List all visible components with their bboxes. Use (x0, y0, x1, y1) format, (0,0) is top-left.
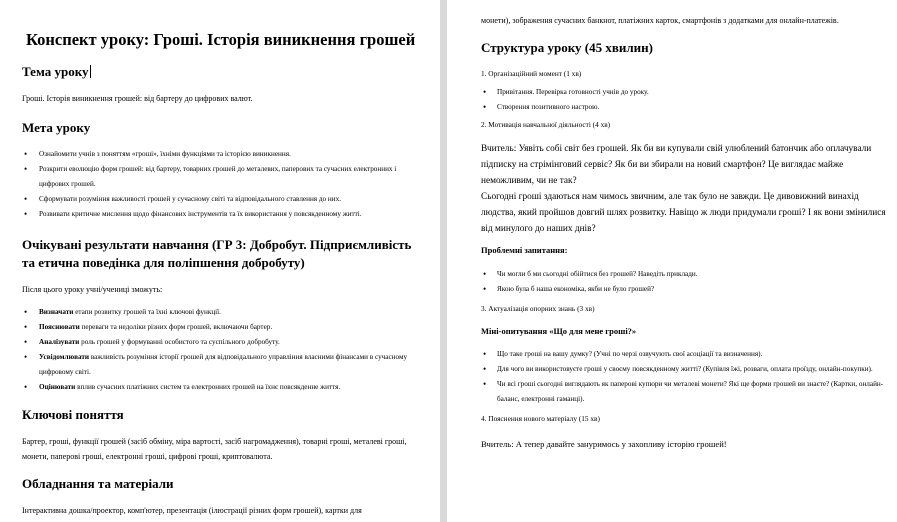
heading-goal: Мета уроку (22, 120, 91, 135)
step-4: 4. Пояснення нового матеріалу (15 хв) (481, 414, 600, 423)
closing-text: Вчитель: А тепер давайте зануримось у захопливу історію грошей! (481, 439, 727, 449)
step-2: 2. Мотивація навчальної діяльності (4 хв) (481, 120, 611, 129)
list-item: • Що таке гроші на вашу думку? (Учні по черзі озвучують свої асоціації та визначення). (481, 347, 889, 362)
list-item: • Розкрити еволюцію форм грошей: від бартеру, товарних грошей до металевих, паперових та сучасних електронних і цифрових грошей. (22, 162, 426, 192)
topic-text: Гроші. Історія виникнення грошей: від бартеру до цифрових валют. (22, 94, 253, 103)
teacher-quote: Вчитель: Уявіть собі світ без грошей. Як би ви купували свій улюблений батончик або оплачували підписку на стрімінговий сервіс? Як би ви збирали на новий смартфон? Це виглядає майже неможливим, чи не так? (481, 144, 872, 186)
step-3: 3. Актуалізація опорних знань (3 хв) (481, 304, 595, 313)
heading-results: Очікувані результати навчання (ГР 3: Добробут. Підприємливість та етична поведінка для поліпшення добробуту) (22, 237, 412, 270)
goal-list (22, 147, 426, 222)
page-content (481, 0, 889, 452)
list-item: • Створення позитивного настрою. (481, 100, 889, 115)
page-content (22, 0, 426, 518)
list-item: • Визначати етапи розвитку грошей та їхні ключові функції. (22, 305, 426, 320)
list-item: • Для чого ви використовуєте гроші у своєму повсякденному житті? (Купівля їжі, розваги, оплата проїзду, онлайн-покупки). (481, 362, 889, 377)
text-cursor (90, 65, 91, 78)
list-item: • Оцінювати вплив сучасних платіжних систем та електронних грошей на їхнє повсякденне життя. (22, 380, 426, 395)
list-item: • Сформувати розуміння важливості грошей у сучасному світі та відповідального ставлення до них. (22, 192, 426, 207)
list-item: • Якою була б наша економіка, якби не було грошей? (481, 282, 889, 297)
problem-heading: Проблемні запитання: (481, 245, 568, 255)
document-page-left[interactable] (0, 0, 440, 522)
page-gutter (440, 0, 447, 522)
list-item: • Ознайомити учнів з поняттям «гроші», їхніми функціями та історією виникнення. (22, 147, 426, 162)
results-list (22, 305, 426, 395)
results-intro: Після цього уроку учні/учениці зможуть: (22, 285, 163, 294)
document-page-right[interactable] (447, 0, 897, 522)
list-item: • Чи могли б ми сьогодні обійтися без грошей? Наведіть приклади. (481, 267, 889, 282)
mini-survey-heading: Міні-опитування «Що для мене гроші?» (481, 326, 637, 336)
list-item: • Чи всі гроші сьогодні виглядають як паперові купюри чи металеві монети? Які ще форми грошей ви знаєте? (Картки, онлайн-баланс, електронні гаманці). (481, 377, 889, 407)
list-item: • Пояснювати переваги та недоліки різних форм грошей, включаючи бартер. (22, 320, 426, 335)
heading-concepts: Ключові поняття (22, 407, 124, 422)
document-title: Конспект уроку: Гроші. Історія виникнення грошей (26, 30, 416, 49)
teacher-quote-2: Сьогодні гроші здаються нам чимось звичним, але так було не завжди. Це дивовижний винахід людства, який пройшов довгий шлях розвитку. Навіщо ж люди придумали гроші? І як вони змінилися від минулого до наших днів? (481, 192, 886, 234)
heading-structure: Структура уроку (45 хвилин) (481, 40, 653, 55)
heading-equipment: Обладнання та матеріали (22, 476, 174, 491)
heading-topic: Тема уроку (22, 64, 89, 79)
concepts-text: Бартер, гроші, функції грошей (засіб обміну, міра вартості, засіб нагромадження), товарні гроші, металеві гроші, монети, паперові гроші, електронні гроші, цифрові гроші, криптовалюта. (22, 437, 407, 461)
list-item: • Аналізувати роль грошей у формуванні особистого та суспільного добробуту. (22, 335, 426, 350)
problem-list (481, 267, 889, 297)
list-item: • Розвивати критичне мислення щодо фінансових інструментів та їх використання у повсякденному житті. (22, 207, 426, 222)
list-item: • Привітання. Перевірка готовності учнів до уроку. (481, 85, 889, 100)
continued-text: монети), зображення сучасних банкнот, платіжних карток, смартфонів з додатками для онлайн-платежів. (481, 16, 839, 25)
step-1: 1. Організаційний момент (1 хв) (481, 69, 582, 78)
mini-survey-list (481, 347, 889, 407)
step-1-list (481, 85, 889, 115)
equipment-text: Інтерактивна дошка/проектор, комп'ютер, презентація (ілюстрації різних форм грошей), картки для (22, 506, 362, 515)
list-item: • Усвідомлювати важливість розуміння історії грошей для відповідального управління власними фінансами в сучасному цифровому світі. (22, 350, 426, 380)
